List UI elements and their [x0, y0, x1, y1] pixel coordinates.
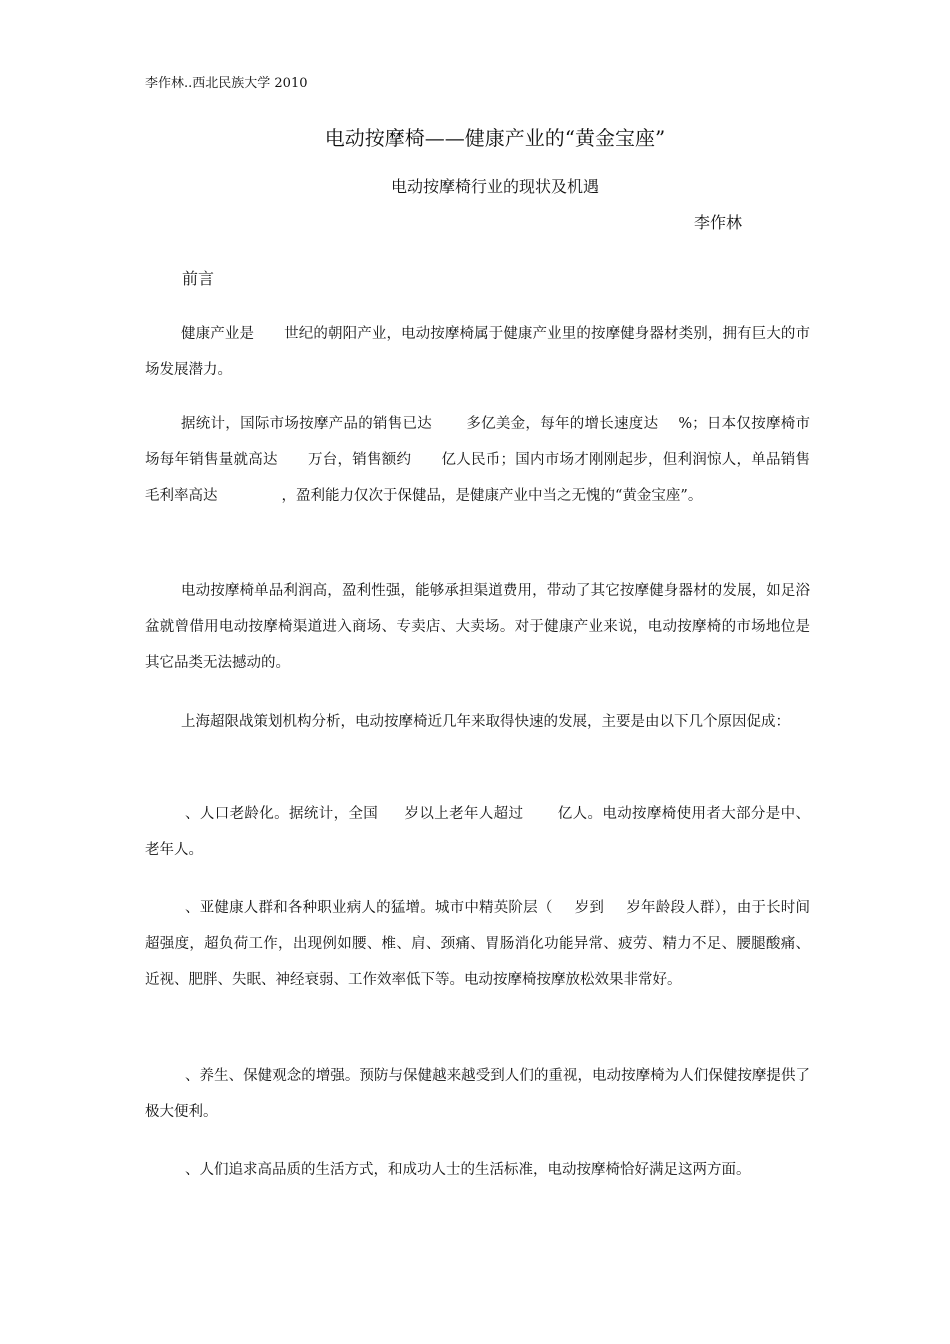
document-subtitle: 电动按摩椅行业的现状及机遇	[390, 177, 599, 196]
p6-text-c: 岁年龄段人群），由于长时间超强度，超负荷工作，出现例如腰、椎、肩、颈痛、胃肠消化功能异常、疲劳、精力不足、腰腿酸痛、近视、肥胖、失眠、神经衰弱、工作效率低下等。电动按摩椅按摩放松效果非常好。	[145, 900, 811, 988]
p1-text-a: 健康产业是	[181, 326, 255, 342]
paragraph-reason-lifestyle: 、人们追求高品质的生活方式，和成功人士的生活标准，电动按摩椅恰好满足这两方面。	[185, 1162, 751, 1178]
running-header: 李作林..西北民族大学 2010	[145, 76, 308, 91]
author-name: 李作林	[694, 213, 743, 232]
p6-text-b: 岁到	[574, 900, 605, 916]
p2-text-f: ，盈利能力仅次于保健品，是健康产业中当之无愧的“黄金宝座”。	[281, 488, 703, 504]
p5-text-b: 岁以上老年人超过	[404, 806, 524, 822]
paragraph-reason-wellness: 、养生、保健观念的增强。预防与保健越来越受到人们的重视，电动按摩椅为人们保健按摩提供了极大便利。	[145, 1068, 810, 1120]
p5-text-c: 亿人。电动按摩椅使用者大部分是中、老年人。	[145, 806, 811, 858]
p5-text-a: 、人口老龄化。据统计，全国	[185, 806, 379, 822]
p2-text-c: %；日本仅按摩椅市场每年销售量就高达	[145, 416, 811, 468]
p2-text-d: 万台，销售额约	[307, 452, 412, 468]
paragraph-profit: 电动按摩椅单品利润高，盈利性强，能够承担渠道费用，带动了其它按摩健身器材的发展，如足浴盆就曾借用电动按摩椅渠道进入商场、专卖店、大卖场。对于健康产业来说，电动按摩椅的市场地位是其它品类无法撼动的。	[145, 583, 810, 671]
p2-text-a: 据统计，国际市场按摩产品的销售已达	[181, 416, 433, 432]
paragraph-statistics	[145, 406, 810, 514]
p6-text-a: 、亚健康人群和各种职业病人的猛增。城市中精英阶层（	[185, 900, 553, 916]
document-title: 电动按摩椅——健康产业的“黄金宝座”	[324, 126, 666, 150]
paragraph-reason-subhealth	[145, 890, 810, 998]
paragraph-reason-aging	[145, 796, 810, 868]
paragraph-analysis: 上海超限战策划机构分析，电动按摩椅近几年来取得快速的发展，主要是由以下几个原因促成：	[181, 714, 790, 730]
p2-text-e: 亿人民币；国内市场才刚刚起步，但利润惊人，单品销售毛利率高达	[145, 452, 810, 504]
p1-text-b: 世纪的朝阳产业，电动按摩椅属于健康产业里的按摩健身器材类别，拥有巨大的市场发展潜力。	[145, 326, 811, 378]
paragraph-health-industry	[145, 316, 810, 388]
p2-text-b: 多亿美金，每年的增长速度达	[466, 416, 659, 432]
preface-heading: 前言	[182, 269, 215, 288]
